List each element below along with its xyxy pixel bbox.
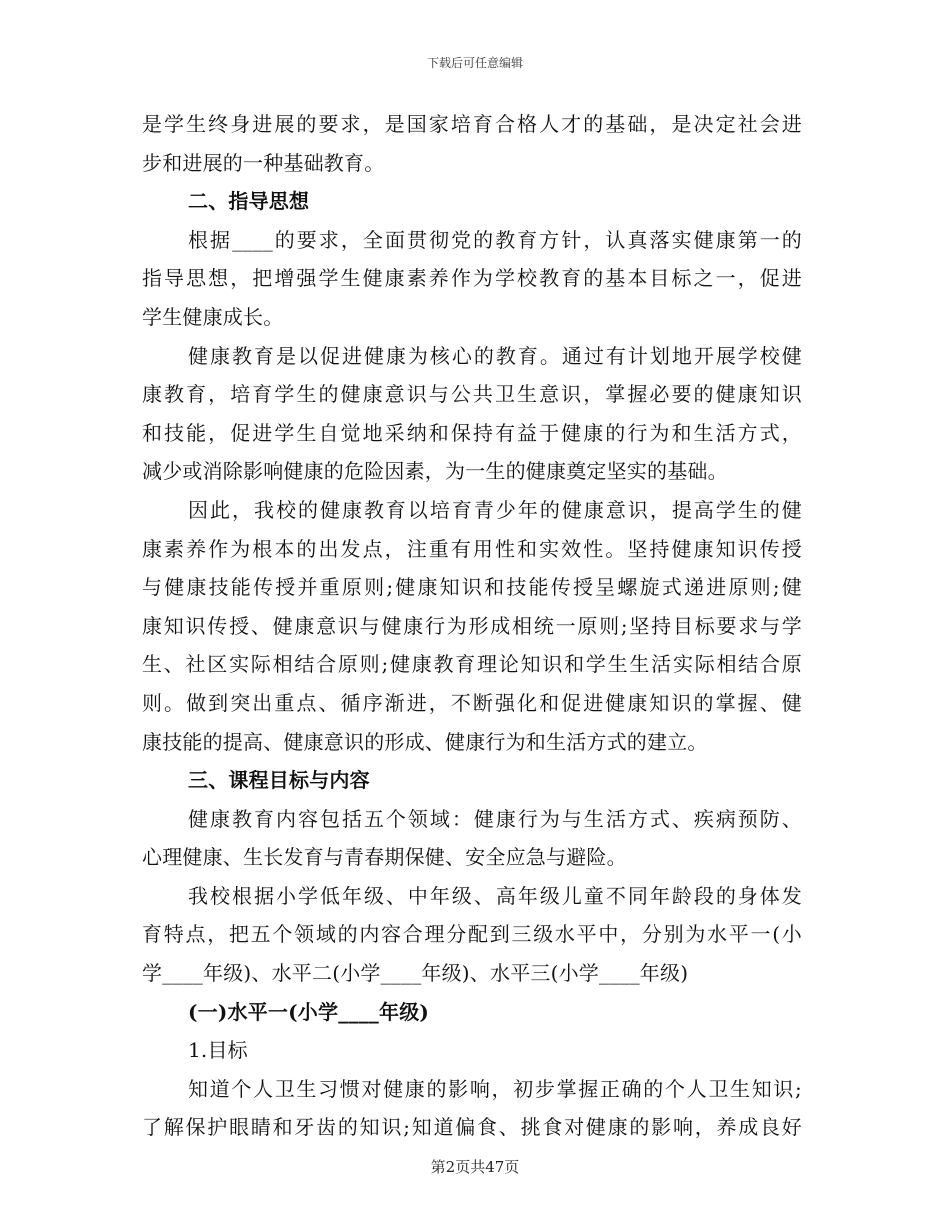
document-body — [142, 105, 802, 1147]
text-line: 我校根据小学低年级、中年级、高年级儿童不同年龄段的身体发 — [188, 883, 802, 908]
text-line: 则。做到突出重点、循序渐进，不断强化和促进健康知识的掌握、健 — [142, 690, 802, 715]
text-line: 康知识传授、健康意识与健康行为形成相统一原则;坚持目标要求与学 — [142, 613, 802, 638]
text-line: 步和进展的一种基础教育。 — [142, 150, 385, 175]
text-line: 是学生终身进展的要求，是国家培育合格人才的基础，是决定社会进 — [142, 112, 802, 136]
text-line: 育特点，把五个领域的内容合理分配到三级水平中，分别为水平一(小 — [142, 922, 802, 947]
text-line: 与健康技能传授并重原则;健康知识和技能传授呈螺旋式递进原则;健 — [142, 575, 802, 600]
page-footer: 第2页共47页 — [430, 1158, 520, 1176]
section-heading: 二、指导思想 — [188, 189, 310, 214]
text-line: 康技能的提高、健康意识的形成、健康行为和生活方式的建立。 — [142, 729, 708, 754]
text-line: 知道个人卫生习惯对健康的影响，初步掌握正确的个人卫生知识; — [188, 1076, 802, 1101]
text-line: 1.目标 — [188, 1038, 248, 1063]
section-heading: (一)水平一(小学____年级) — [188, 999, 430, 1024]
text-line: 因此，我校的健康教育以培育青少年的健康意识，提高学生的健 — [188, 497, 802, 522]
text-line: 减少或消除影响健康的危险因素，为一生的健康奠定坚实的基础。 — [142, 459, 728, 484]
text-line: 学生健康成长。 — [142, 304, 284, 329]
page-header: 下载后可任意编辑 — [426, 56, 523, 70]
text-line: 心理健康、生长发育与青春期保健、安全应急与避险。 — [142, 845, 627, 870]
text-line: 健康教育是以促进健康为核心的教育。通过有计划地开展学校健 — [188, 343, 802, 368]
text-line: 生、社区实际相结合原则;健康教育理论知识和学生生活实际相结合原 — [142, 652, 802, 677]
text-line: 和技能，促进学生自觉地采纳和保持有益于健康的行为和生活方式， — [142, 420, 802, 445]
text-line: 康素养作为根本的出发点，注重有用性和实效性。坚持健康知识传授 — [142, 536, 802, 561]
text-line: 学____年级)、水平二(小学____年级)、水平三(小学____年级) — [142, 961, 689, 986]
section-heading: 三、课程目标与内容 — [188, 768, 370, 793]
text-line: 指导思想，把增强学生健康素养作为学校教育的基本目标之一，促进 — [142, 266, 802, 291]
text-line: 健康教育内容包括五个领域：健康行为与生活方式、疾病预防、 — [188, 806, 802, 831]
text-line: 康教育，培育学生的健康意识与公共卫生意识，掌握必要的健康知识 — [142, 382, 802, 407]
text-line: 了解保护眼睛和牙齿的知识;知道偏食、挑食对健康的影响，养成良好 — [142, 1115, 802, 1140]
text-line: 根据____的要求，全面贯彻党的教育方针，认真落实健康第一的 — [188, 227, 802, 252]
